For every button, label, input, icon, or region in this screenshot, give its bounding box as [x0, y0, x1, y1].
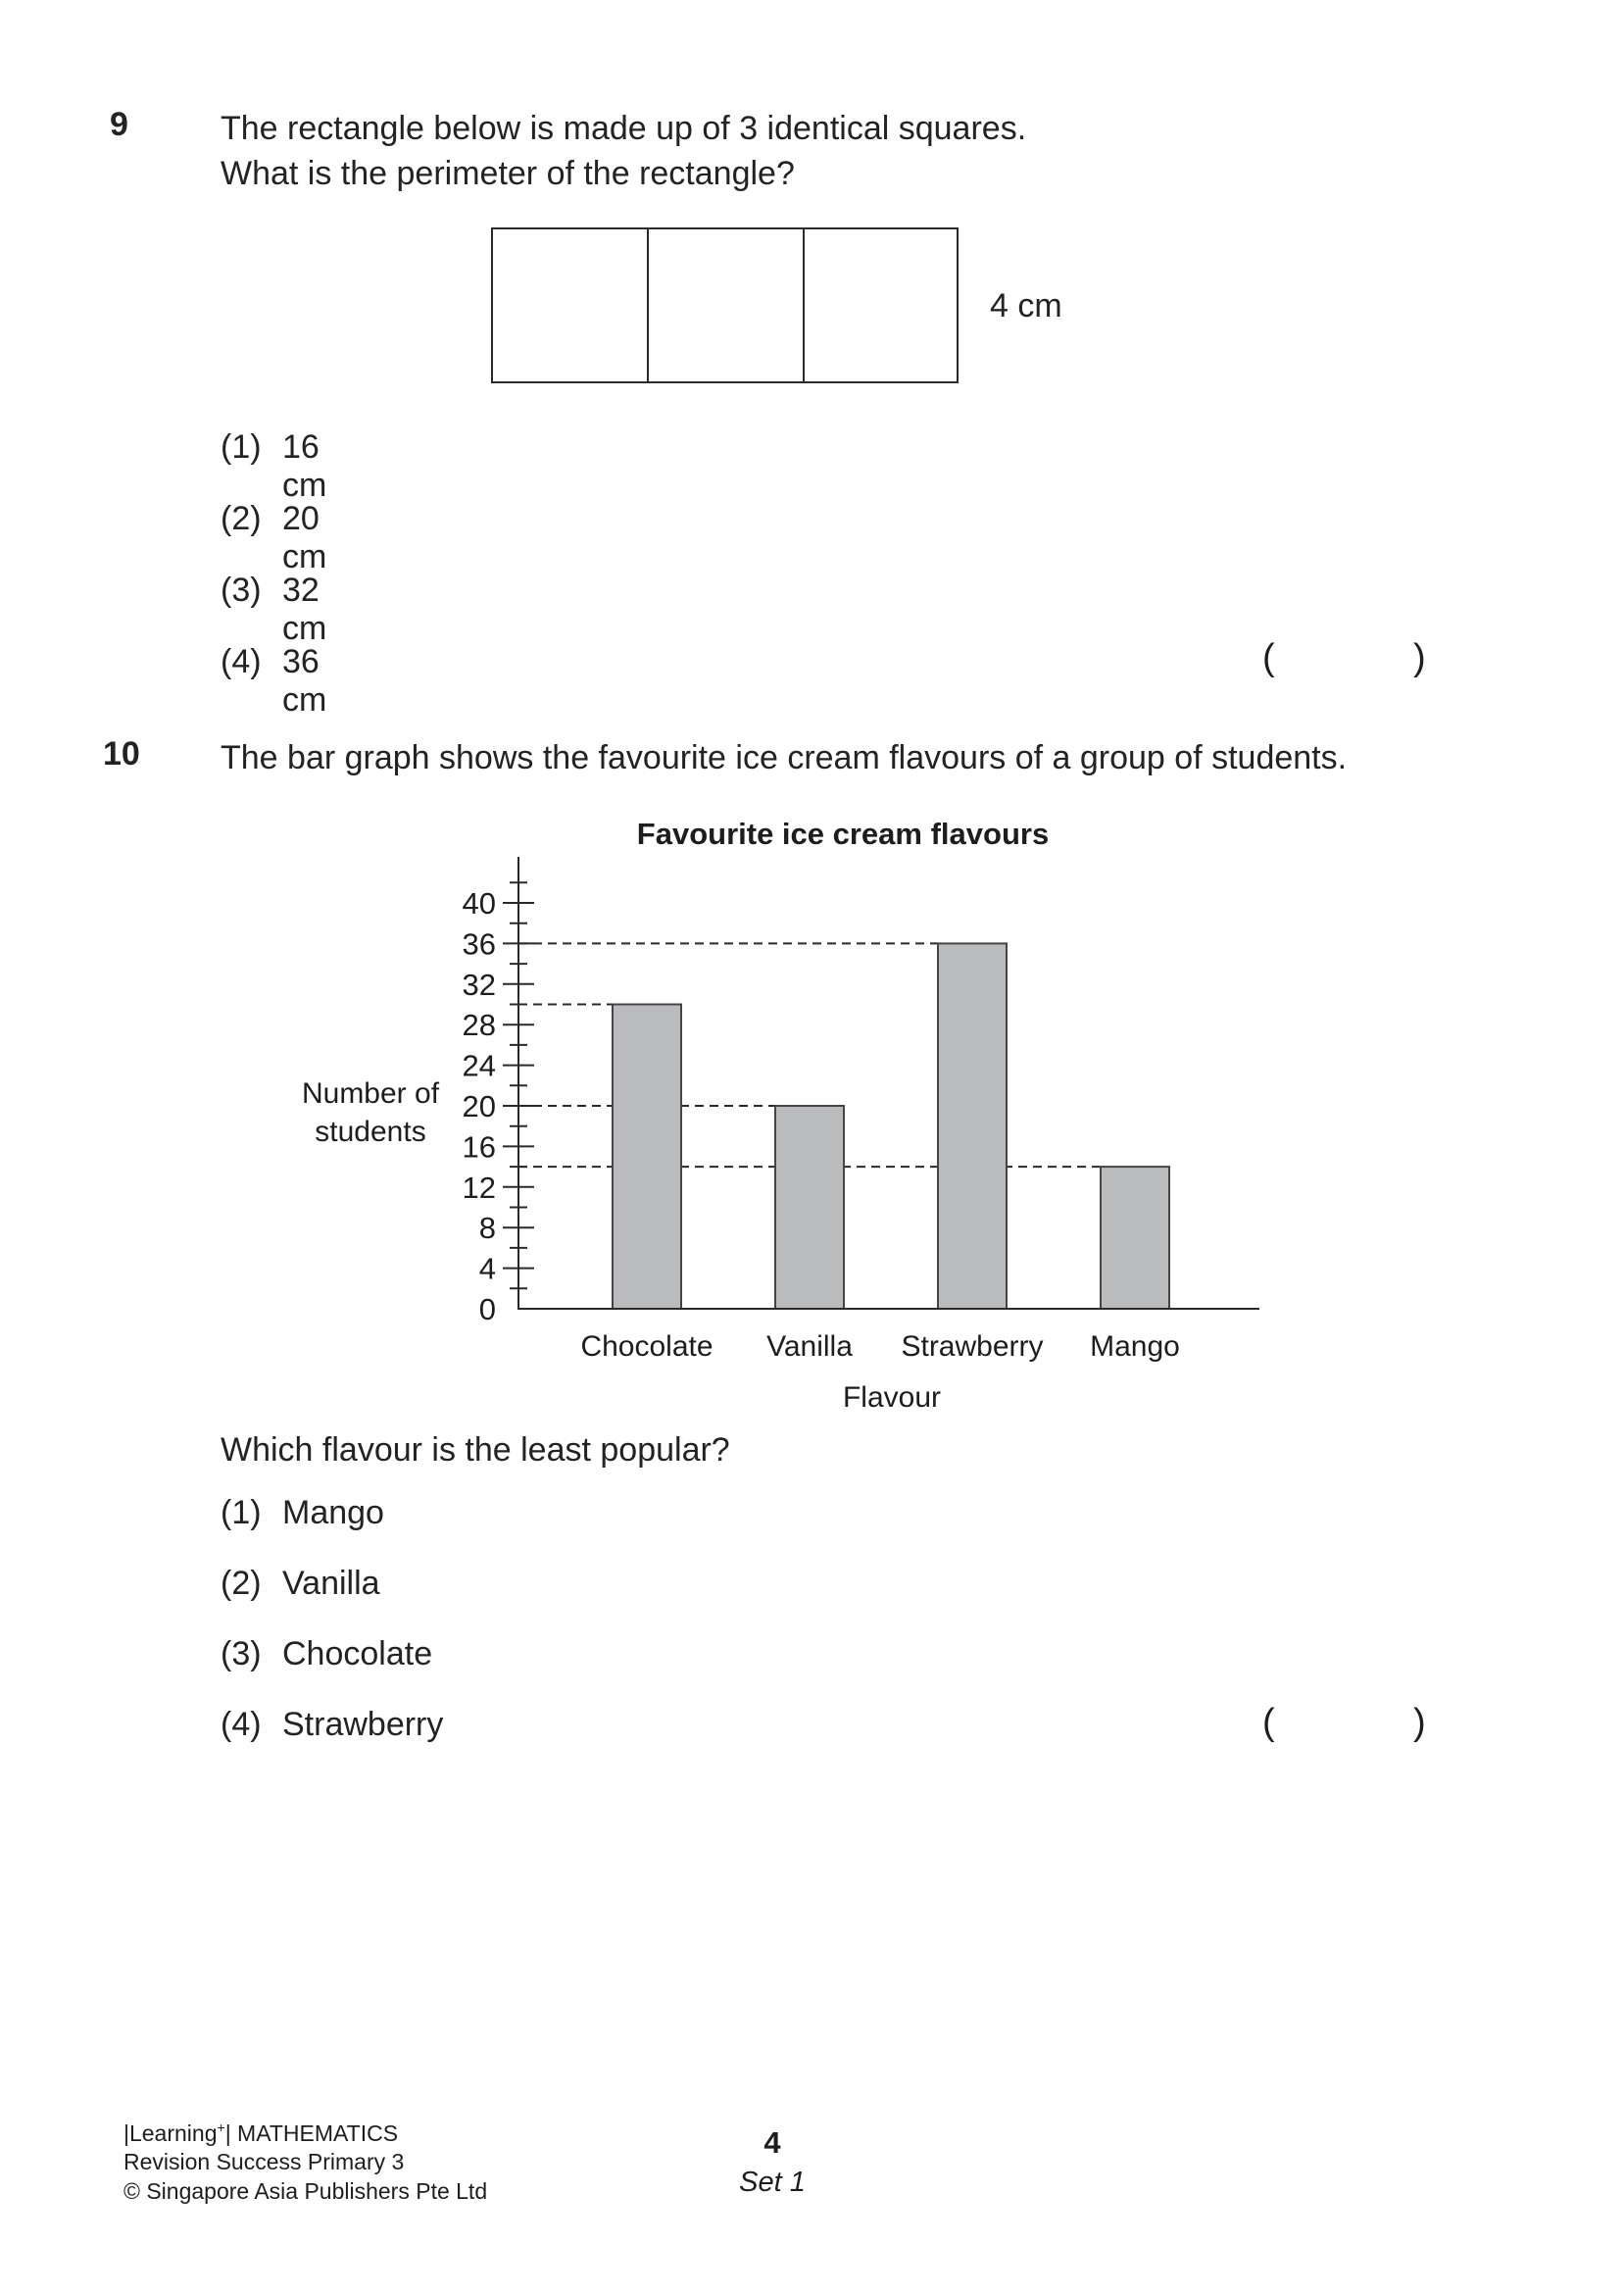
q10-prompt: The bar graph shows the favourite ice cream flavours of a group of students. [221, 739, 1348, 776]
q9-figure-divider-1 [647, 229, 649, 381]
x-axis-title: Flavour [842, 1381, 942, 1414]
y-tick-label-36: 36 [462, 926, 496, 962]
q9-figure-side-label: 4 cm [990, 287, 1062, 324]
q9-option-1-label: 16 cm [282, 428, 327, 504]
footer-imprint [123, 2114, 487, 2206]
q9-answer-bracket-close: ) [1413, 637, 1426, 678]
y-tick-label-40: 40 [462, 886, 496, 921]
q9-prompt [221, 106, 1026, 196]
q10-option-2-label: Vanilla [282, 1565, 380, 1602]
footer-imprint-post: | MATHEMATICS [224, 2120, 399, 2146]
q9-number: 9 [110, 106, 128, 143]
q9-option-2-num: (2) [221, 500, 262, 537]
q10-option-3-num: (3) [221, 1635, 262, 1672]
bar-mango [1101, 1167, 1169, 1309]
footer-imprint-sup: + [217, 2119, 225, 2135]
q9-option-2-label: 20 cm [282, 500, 327, 575]
q10-answer-bracket-open: ( [1262, 1702, 1275, 1743]
page-number: 4 [763, 2125, 781, 2160]
y-axis-title-line1: Number of [301, 1077, 440, 1110]
footer-imprint-line2: Revision Success Primary 3 [123, 2148, 405, 2174]
q9-option-1-num: (1) [221, 428, 262, 466]
q9-option-4-label: 36 cm [282, 643, 327, 719]
q10-option-4-label: Strawberry [282, 1706, 444, 1743]
y-tick-label-28: 28 [462, 1008, 496, 1043]
q9-answer-bracket-open: ( [1262, 637, 1275, 678]
footer-imprint-pre: |Learning [123, 2120, 218, 2146]
y-tick-label-4: 4 [478, 1251, 496, 1286]
footer-page-block [674, 2125, 870, 2199]
bar-chocolate [613, 1005, 681, 1310]
y-tick-label-32: 32 [462, 967, 496, 1002]
q10-number: 10 [103, 735, 140, 773]
q10-answer-bracket-close: ) [1413, 1702, 1426, 1743]
chart-title: Favourite ice cream flavours [636, 817, 1050, 851]
q9-option-4-num: (4) [221, 643, 262, 680]
y-tick-label-24: 24 [462, 1048, 496, 1083]
x-category-label: Vanilla [766, 1330, 853, 1363]
y-axis-title-line2: students [315, 1116, 426, 1148]
q9-prompt-line1: The rectangle below is made up of 3 identical squares. [221, 110, 1027, 147]
q10-question: Which flavour is the least popular? [221, 1431, 730, 1469]
q9-option-3-label: 32 cm [282, 572, 327, 647]
q10-option-2-num: (2) [221, 1565, 262, 1602]
bar-vanilla [775, 1106, 844, 1309]
y-tick-label-12: 12 [462, 1170, 496, 1205]
q9-figure-rectangle [491, 227, 959, 383]
q9-option-3-num: (3) [221, 572, 262, 609]
x-category-label: Mango [1090, 1330, 1180, 1363]
set-label: Set 1 [739, 2167, 806, 2198]
bar-strawberry [938, 943, 1007, 1309]
y-tick-label-8: 8 [478, 1211, 496, 1246]
q9-figure-divider-2 [803, 229, 805, 381]
footer-copyright: © Singapore Asia Publishers Pte Ltd [123, 2178, 488, 2204]
x-category-label: Chocolate [580, 1330, 714, 1363]
y-tick-label-16: 16 [462, 1129, 496, 1165]
footer-imprint-line1 [123, 2114, 487, 2148]
y-tick-label-20: 20 [462, 1089, 496, 1123]
q10-option-1-num: (1) [221, 1494, 262, 1531]
q9-prompt-line2: What is the perimeter of the rectangle? [221, 155, 795, 192]
bar-chart [274, 853, 1294, 1441]
q10-option-1-label: Mango [282, 1494, 384, 1531]
q10-option-4-num: (4) [221, 1706, 262, 1743]
x-category-label: Strawberry [901, 1330, 1044, 1363]
y-tick-label-0: 0 [478, 1292, 496, 1326]
q10-option-3-label: Chocolate [282, 1635, 433, 1672]
